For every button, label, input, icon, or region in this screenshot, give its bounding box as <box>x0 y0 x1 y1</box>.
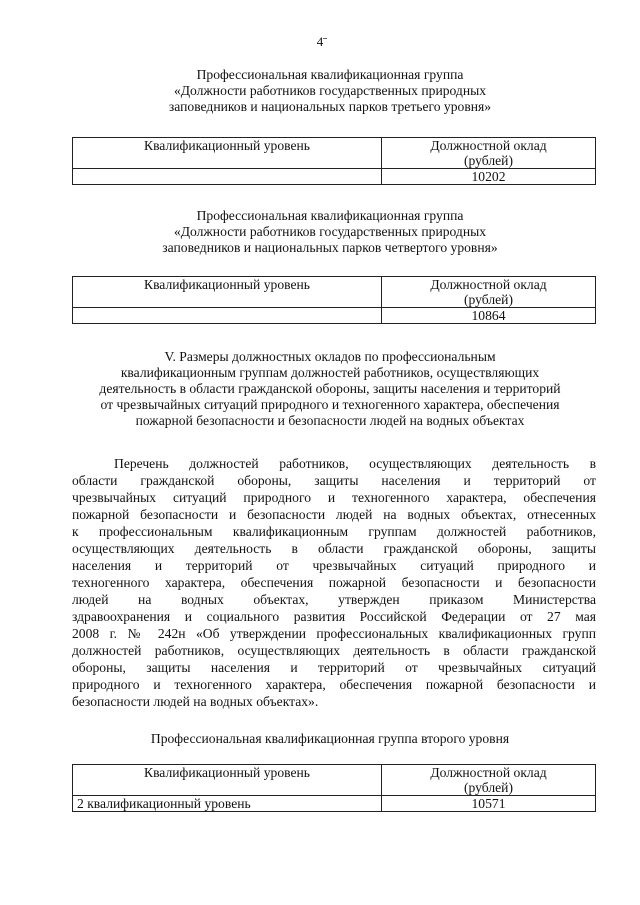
table-row <box>73 169 596 185</box>
group-level2-heading <box>60 731 600 747</box>
heading-line: «Должности работников государственных природных <box>173 224 487 239</box>
paragraph-line: Перечень должностей работников, осуществляющих деятельность в <box>114 456 596 471</box>
paragraph-line: осуществляющих деятельность в области гражданской обороны, защиты <box>72 541 596 556</box>
heading-line: от чрезвычайных ситуаций природного и техногенного характера, обеспечения <box>100 397 560 412</box>
section5-heading <box>50 349 610 429</box>
paragraph-line: должностей работников, осуществляющих деятельность в области гражданской <box>72 643 596 658</box>
heading-line: заповедников и национальных парков четвертого уровня» <box>162 240 498 255</box>
header-salary-line2: (рублей) <box>464 292 513 307</box>
group4-heading <box>60 208 600 256</box>
heading-line: заповедников и национальных парков третьего уровня» <box>168 99 492 114</box>
table-row <box>73 796 596 812</box>
paragraph-line: населения и территорий от чрезвычайных ситуаций природного и <box>72 558 596 573</box>
header-qualification-level: Квалификационный уровень <box>73 277 382 308</box>
table-header-row <box>73 138 596 169</box>
paragraph-line: чрезвычайных ситуаций природного и техногенного характера, обеспечения <box>72 490 596 505</box>
heading-line: пожарной безопасности и безопасности людей на водных объектах <box>135 413 525 428</box>
row-salary-value: 10571 <box>382 796 596 812</box>
heading-line: Профессиональная квалификационная группа <box>196 208 464 223</box>
section5-paragraph <box>72 455 596 710</box>
header-salary-line1: Должностной оклад <box>430 277 547 292</box>
paragraph-line: здравоохранения и социального развития Российской Федерации от 27 мая <box>72 609 596 624</box>
heading-line: квалификационным группам должностей работников, осуществляющих <box>120 365 540 380</box>
heading-line: деятельность в области гражданской обороны, защиты населения и территорий <box>99 381 561 396</box>
header-salary-line1: Должностной оклад <box>430 138 547 153</box>
header-salary-line1: Должностной оклад <box>430 765 547 780</box>
paragraph-line: пожарной безопасности и безопасности людей на водных объектах, отнесенных <box>72 507 596 522</box>
group-level2-salary-table <box>72 764 596 812</box>
header-qualification-level: Квалификационный уровень <box>73 138 382 169</box>
table-header-row <box>73 765 596 796</box>
header-salary-line2: (рублей) <box>464 153 513 168</box>
header-salary-line2: (рублей) <box>464 780 513 795</box>
row-salary-value: 10864 <box>382 308 596 324</box>
paragraph-line: области гражданской обороны, защиты населения и территорий от <box>72 473 596 488</box>
row-label <box>73 169 382 185</box>
paragraph-line: людей на водных объектах, утвержден приказом Министерства <box>72 592 596 607</box>
group3-salary-table <box>72 137 596 185</box>
table-header-row <box>73 277 596 308</box>
row-label: 2 квалификационный уровень <box>73 796 382 812</box>
paragraph-line: обороны, защиты населения и территорий от чрезвычайных ситуаций <box>72 660 596 675</box>
row-salary-value: 10202 <box>382 169 596 185</box>
group3-heading <box>60 67 600 115</box>
header-salary <box>382 765 596 796</box>
heading-line: V. Размеры должностных окладов по профессиональным <box>164 349 496 364</box>
table-row <box>73 308 596 324</box>
group4-salary-table <box>72 276 596 324</box>
paragraph-line: 2008 г. № 242н «Об утверждении профессиональных квалификационных групп <box>72 626 596 641</box>
header-salary <box>382 277 596 308</box>
row-label <box>73 308 382 324</box>
page-number: 4 <box>316 34 324 49</box>
paragraph-line: техногенного характера, обеспечения пожарной безопасности и безопасности <box>72 575 596 590</box>
paragraph-line: безопасности людей на водных объектах». <box>72 694 319 709</box>
header-qualification-level: Квалификационный уровень <box>73 765 382 796</box>
paragraph-line: к профессиональным квалификационным группам должностей работников, <box>72 524 596 539</box>
heading-line: Профессиональная квалификационная группа <box>196 67 464 82</box>
paragraph-line: природного и техногенного характера, обеспечения пожарной безопасности и <box>72 677 596 692</box>
heading-line: Профессиональная квалификационная группа второго уровня <box>150 731 510 746</box>
header-salary <box>382 138 596 169</box>
heading-line: «Должности работников государственных природных <box>173 83 487 98</box>
